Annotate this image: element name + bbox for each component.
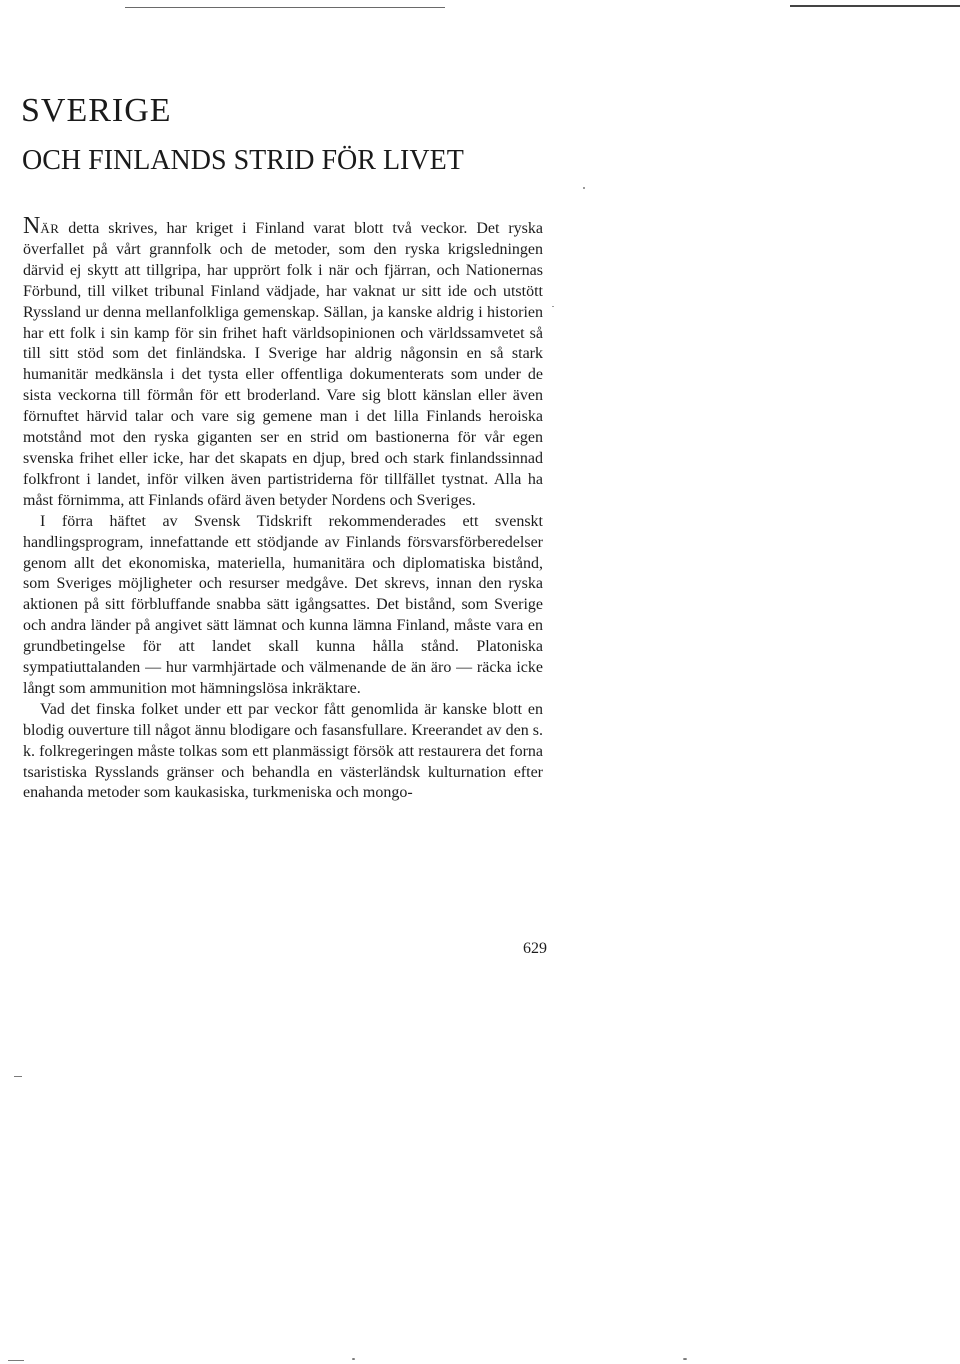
article-body: [23, 214, 543, 804]
scan-edge-line-right: [790, 5, 960, 7]
page-title: SVERIGE: [21, 92, 172, 129]
scan-speck: [352, 1358, 355, 1360]
paragraph-1-text: detta skrives, har kriget i Finland varat blott två veckor. Det ryska överfallet på vårt grannfolk och de metoder, som den ryska krigsledningen därvid ej skytt att tillgripa, har upprört folk i när och fjärran, och Nationernas Förbund, till vilket tribunal Finland vädjade, har vaknat ur sitt ide och utstött Ryssland ur denna mellanfolkliga gemenskap. Sällan, ja kanske aldrig i historien har ett folk i sin kamp för sin frihet haft världsopinionen och världssamvetet så till sitt stöd som det finländska. I Sverige har aldrig någonsin en så stark humanitär medkänsla i det tysta eller offentliga dokumenterats som under de sista veckorna till förmån för ett broderland. Vare sig blott känslan eller även förnuftet härvid talar och vare sig gemene man i det lilla Finlands heroiska motstånd mot den ryska giganten ser en strid om bastionerna för vår egen svenska frihet eller icke, har det skapats en djup, bred och stark finlandssinnad folkfront i landet, inför vilken även partistriderna för tillfället tystnat. Alla ha måst förnimma, att Finlands ofärd även betyder Nordens och Sveriges.: [23, 220, 543, 509]
scan-speck: [583, 187, 585, 189]
paragraph-2: I förra häftet av Svensk Tidskrift rekommenderades ett svenskt handlingsprogram, innefattande ett stödjande av Finlands försvarsförberedelser genom allt det ekonomiska, materiella, humanitära och diplomatiska bistånd, som Sveriges möjligheter och resurser medgåve. Det skrevs, innan den ryska aktionen på sitt förbluffande snabba sätt igångsattes. Det bistånd, som Sverige och andra länder på angivet sätt lämnat och kunna lämna Finland, måste vara en grundbetingelse för att landet skall kunna hålla stånd. Platoniska sympatiuttalanden — hur varmhjärtade och välmenande de än äro — räcka icke långt som ammunition mot hämningslösa inkräktare.: [23, 512, 543, 697]
scan-speck: [8, 1360, 24, 1361]
scan-speck: [683, 1358, 687, 1360]
scan-edge-line-left: [125, 7, 445, 8]
page-subtitle: OCH FINLANDS STRID FÖR LIVET: [22, 145, 464, 176]
scan-speck: [552, 306, 554, 307]
page-number: 629: [523, 940, 547, 957]
drop-cap-letter: N: [23, 213, 41, 239]
paragraph-3: Vad det finska folket under ett par veckor fått genomlida är kanske blott en blodig ouverture till något ännu blodigare och fasansfullare. Kreerandet av den s. k. folkregeringen måste tolkas som ett planmässigt försök att restaurera det forna tsaristiska Rysslands gränser och behandla en västerländsk kulturnation efter enahanda metoder som kaukasiska, turkmeniska och mongo-: [23, 700, 543, 802]
small-caps-opening: ÄR: [40, 221, 60, 236]
scan-speck: [14, 1076, 22, 1077]
paragraph-1: [23, 214, 543, 512]
